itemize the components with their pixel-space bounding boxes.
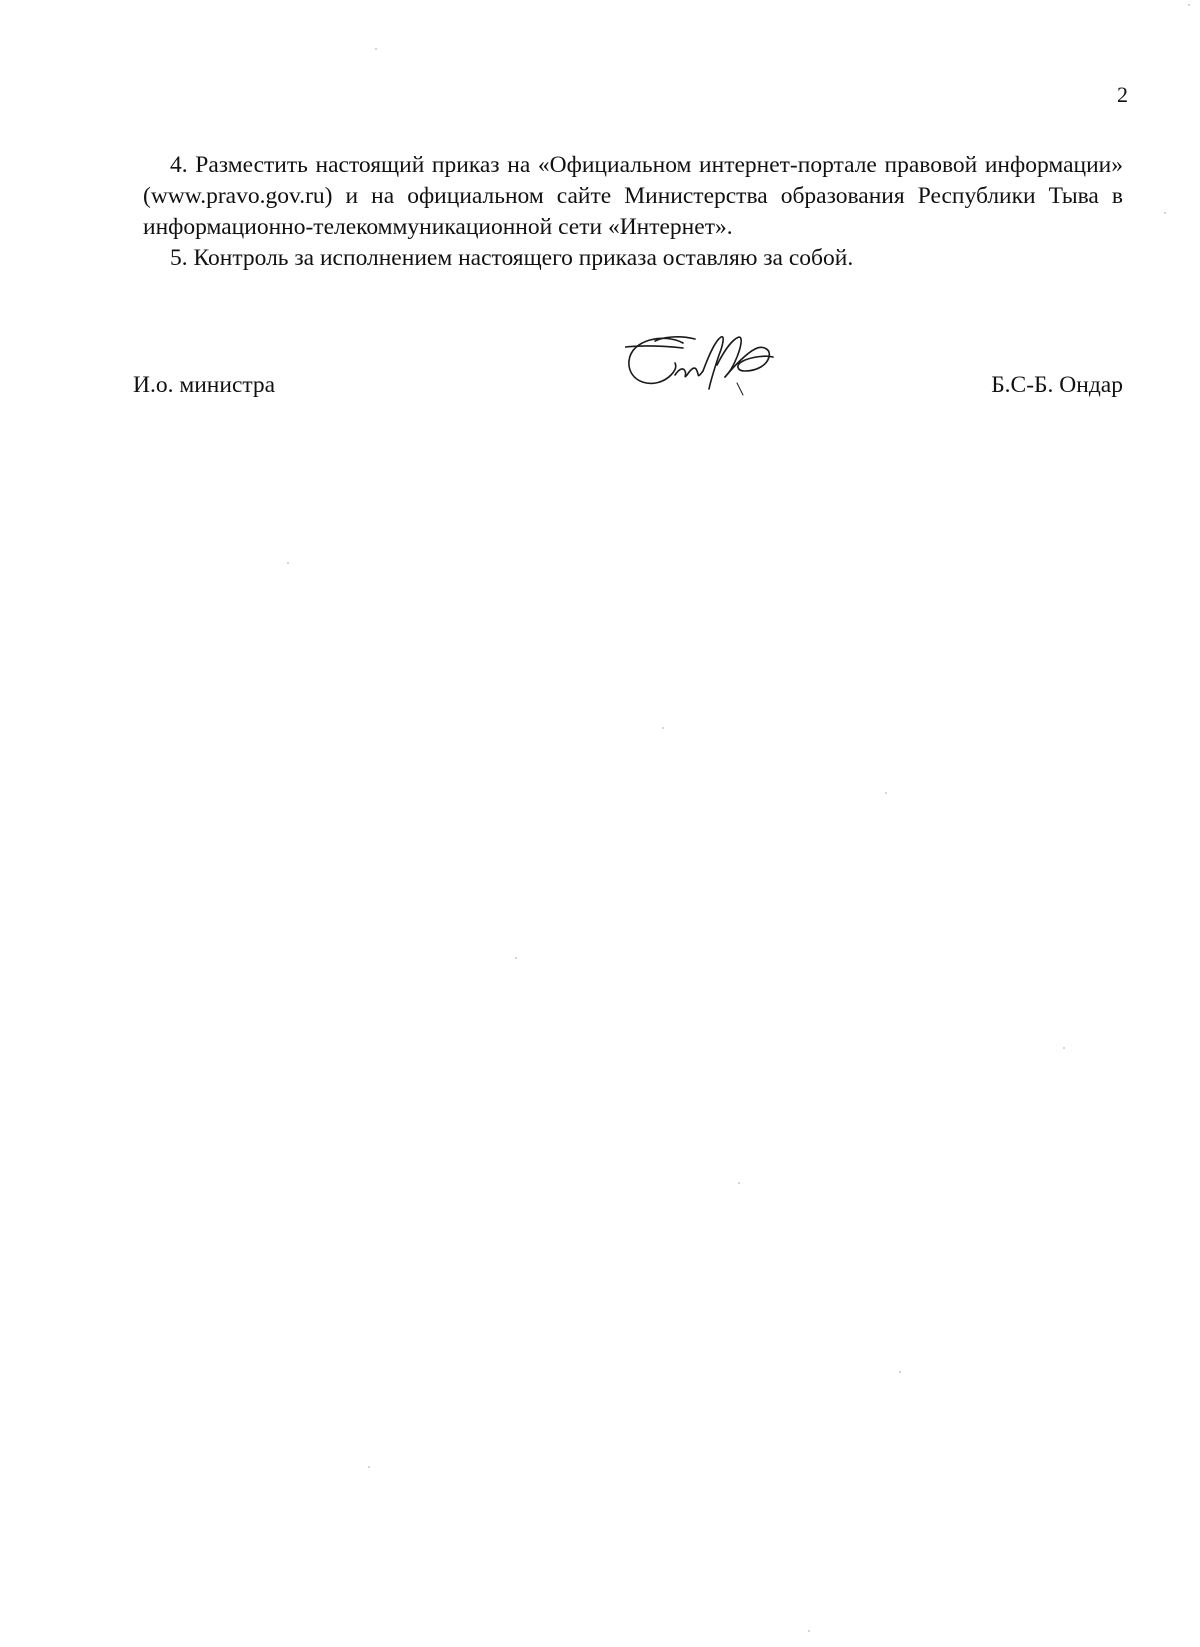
scan-speck (1164, 212, 1166, 214)
scan-speck (1188, 4, 1190, 6)
scan-speck (287, 562, 289, 564)
document-body (143, 150, 1123, 274)
scan-speck (662, 727, 664, 729)
scan-speck (375, 48, 377, 50)
scan-speck (899, 1371, 901, 1373)
scan-speck (1063, 1047, 1065, 1049)
signature-block (133, 372, 1123, 412)
scan-speck (808, 1630, 810, 1632)
scan-speck (885, 792, 887, 794)
scan-speck (738, 1182, 740, 1184)
scan-speck (515, 957, 517, 959)
signatory-name: Б.С-Б. Ондар (991, 372, 1123, 398)
paragraph-item-4: 4. Разместить настоящий приказ на «Официальном интернет-портале правовой информации» (www.pravo.gov.ru) и на официальном сайте Министерства образования Республики Тыва в информационно-телекоммуникационной сети «Интернет». (143, 152, 1123, 240)
scan-speck (368, 1466, 370, 1468)
page-number: 2 (1117, 82, 1128, 107)
signatory-position: И.о. министра (133, 372, 276, 398)
paragraph-item-5: 5. Контроль за исполнением настоящего приказа оставляю за собой. (170, 245, 854, 271)
